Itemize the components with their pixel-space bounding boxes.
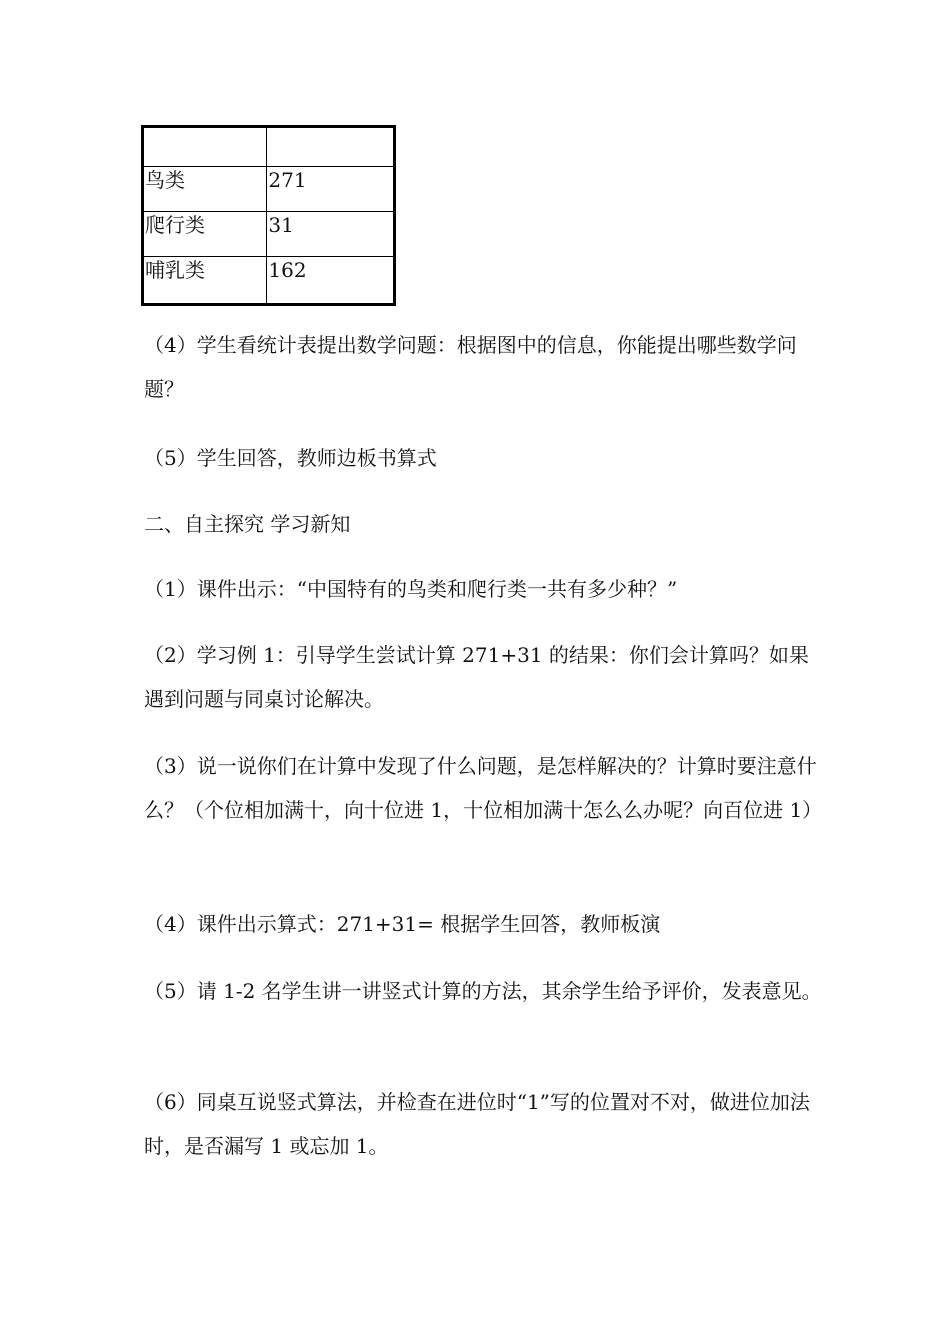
- table-cell-category: 鸟类: [143, 167, 267, 212]
- table-header-cell: [267, 127, 395, 167]
- paragraph-explore-3: （3）说一说你们在计算中发现了什么问题，是怎样解决的？计算时要注意什么？（个位相加满十，向十位进 1，十位相加满十怎么么办呢？向百位进 1）: [144, 754, 823, 822]
- table-cell-count: 31: [267, 212, 395, 257]
- species-table: [141, 125, 396, 306]
- paragraph-explore-2: （2）学习例 1：引导学生尝试计算 271+31 的结果：你们会计算吗？如果遇到问题与同桌讨论解决。: [144, 643, 809, 711]
- table-row: [143, 167, 395, 212]
- paragraph-explore-5: （5）请 1-2 名学生讲一讲竖式计算的方法，其余学生给予评价，发表意见。: [144, 979, 822, 1003]
- table-cell-count: 162: [267, 257, 395, 305]
- table-cell-count: 271: [267, 167, 395, 212]
- paragraph-explore-6: （6）同桌互说竖式算法，并检查在进位时“1”写的位置对不对，做进位加法时，是否漏写 1 或忘加 1。: [144, 1090, 810, 1158]
- table-header-cell: [143, 127, 267, 167]
- section-heading-explore: 二、自主探究 学习新知: [144, 512, 351, 536]
- table-cell-category: 爬行类: [143, 212, 267, 257]
- table-row: [143, 257, 395, 305]
- table-header-row: [143, 127, 395, 167]
- paragraph-step-4-question: （4）学生看统计表提出数学问题：根据图中的信息，你能提出哪些数学问题？: [144, 333, 797, 401]
- table-row: [143, 212, 395, 257]
- paragraph-step-5-answer: （5）学生回答，教师边板书算式: [144, 446, 437, 470]
- table-cell-category: 哺乳类: [143, 257, 267, 305]
- paragraph-explore-1: （1）课件出示：“中国特有的鸟类和爬行类一共有多少种？”: [144, 577, 678, 601]
- paragraph-explore-4: （4）课件出示算式：271+31= 根据学生回答，教师板演: [144, 912, 661, 936]
